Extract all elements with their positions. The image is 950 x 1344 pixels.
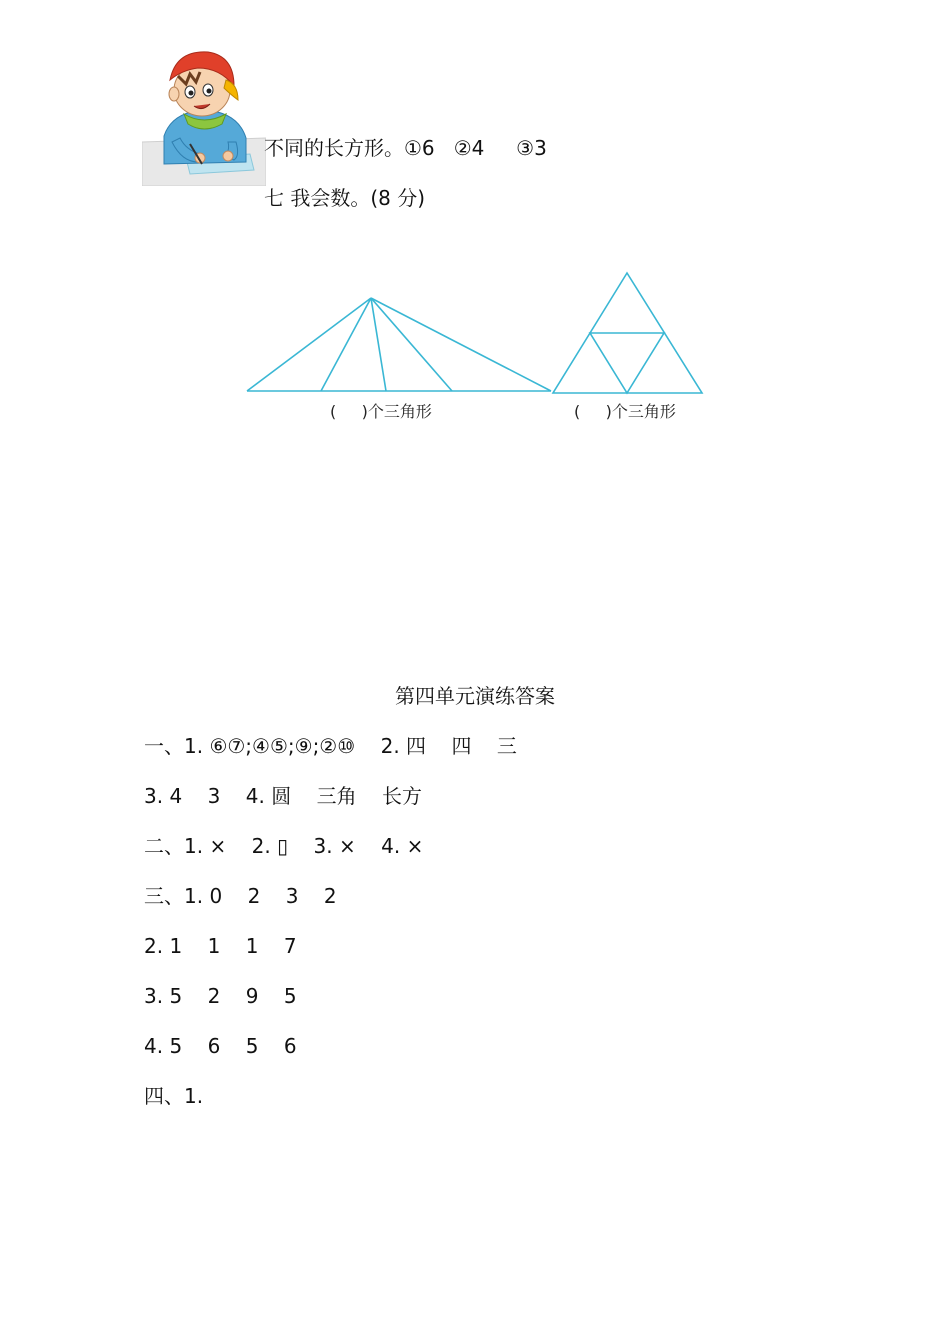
rectangles-answer-line: 不同的长方形。①6 ②4 ③3 [264, 136, 547, 160]
section-7-title: 七 我会数。(8 分) [264, 186, 426, 210]
answer-line: 三、1. 0 2 3 2 [144, 884, 337, 908]
answer-line: 一、1. ⑥⑦;④⑤;⑨;②⑩ 2. 四 四 三 [144, 734, 517, 758]
right-triangle-figure [553, 273, 702, 393]
answer-line: 四、1. [144, 1084, 204, 1108]
answer-line: 3. 5 2 9 5 [144, 984, 297, 1008]
left-figure-caption: ( )个三角形 [330, 402, 432, 421]
answer-line: 4. 5 6 5 6 [144, 1034, 297, 1058]
answers-title: 第四单元演练答案 [395, 684, 555, 708]
answer-line: 二、1. × 2. ▯ 3. × 4. × [144, 834, 424, 858]
answer-line: 2. 1 1 1 7 [144, 934, 297, 958]
answer-line: 3. 4 3 4. 圆 三角 长方 [144, 784, 423, 808]
right-figure-caption: ( )个三角形 [574, 402, 676, 421]
triangle-figures [0, 0, 950, 440]
left-triangle-figure [247, 298, 551, 391]
